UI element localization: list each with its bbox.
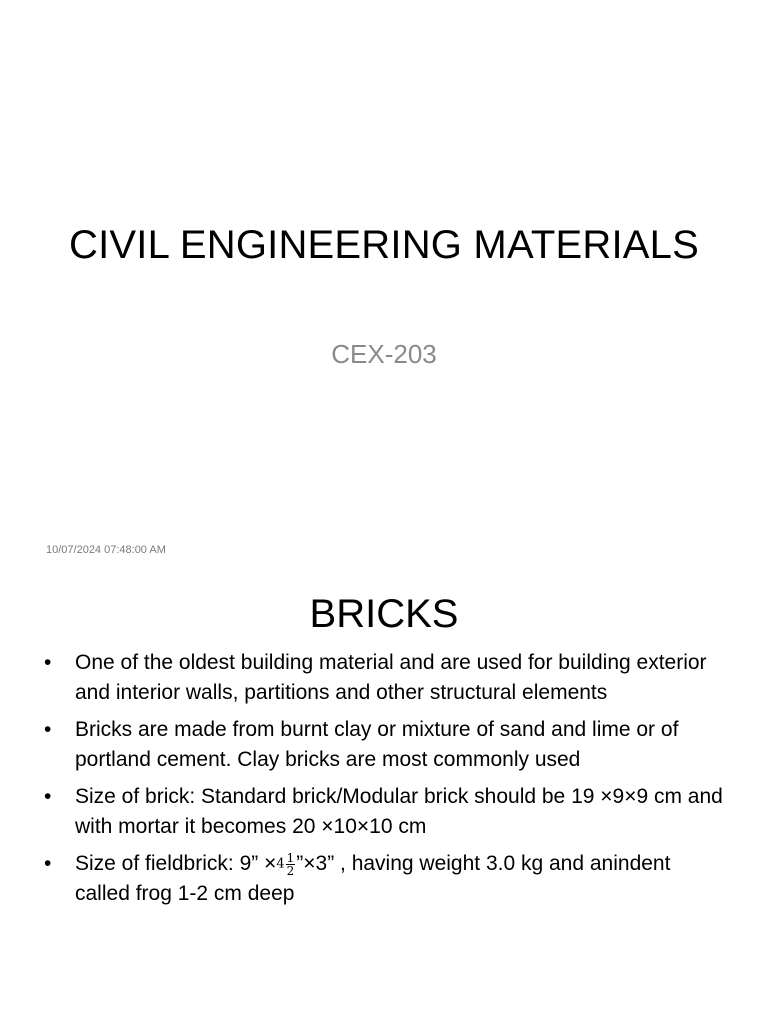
- bricks-slide: [0, 576, 768, 1024]
- bullet-icon: •: [44, 651, 52, 674]
- fraction-denominator: 2: [286, 863, 295, 878]
- course-code: CEX-203: [331, 339, 437, 369]
- bullet-item: [40, 782, 730, 842]
- bullet-icon: •: [44, 785, 52, 808]
- bullet-text: Size of brick: Standard brick/Modular brick should be 19 ×9×9 cm and with mortar it becomes 20 ×10×10 cm: [75, 785, 723, 838]
- bullet-item: [40, 715, 730, 775]
- bullet-icon: •: [44, 718, 52, 741]
- bullet-text: Bricks are made from burnt clay or mixture of sand and lime or of portland cement. Clay bricks are most commonly used: [75, 718, 679, 771]
- fraction-whole: 4: [276, 856, 285, 872]
- bullet-list: [40, 648, 730, 916]
- bullet-text-end: ”×3” , having weight 3.0 kg and anindent called frog 1-2 cm deep: [75, 852, 671, 906]
- bullet-icon: •: [44, 852, 52, 875]
- presentation-title: CIVIL ENGINEERING MATERIALS: [69, 223, 699, 267]
- bullet-text-start: Size of fieldbrick: 9” ×: [75, 852, 277, 875]
- bullet-item: [40, 648, 730, 708]
- slide-title: BRICKS: [309, 592, 459, 636]
- fraction-numerator: 1: [286, 850, 295, 865]
- bullet-item: [40, 849, 730, 909]
- bullet-text: One of the oldest building material and are used for building exterior and interior walls, partitions and other structural elements: [75, 651, 707, 704]
- fraction: [286, 852, 296, 877]
- slide-timestamp: 10/07/2024 07:48:00 AM: [46, 544, 166, 556]
